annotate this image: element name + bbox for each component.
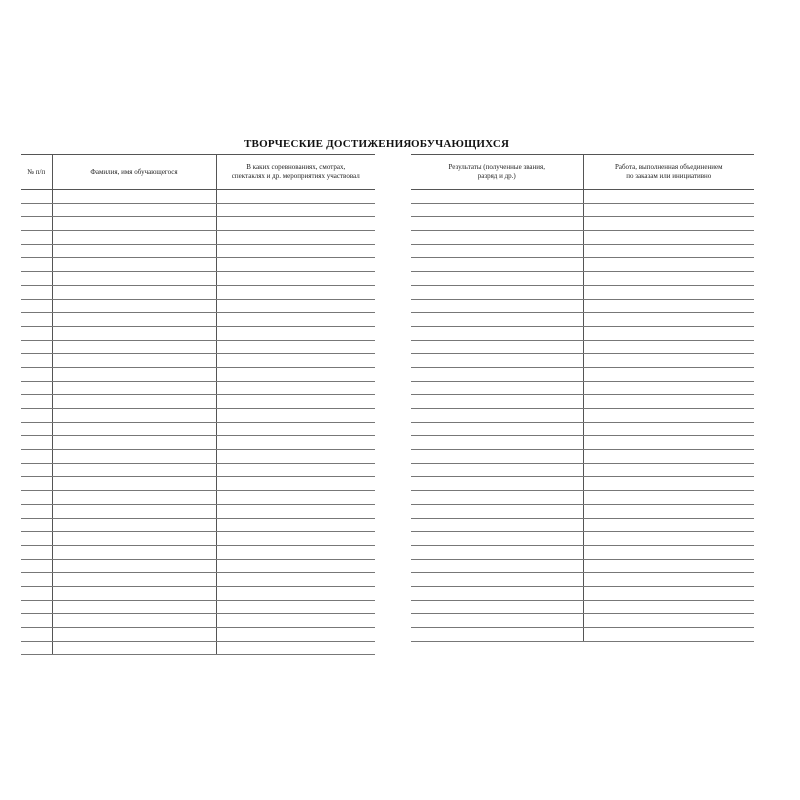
table-cell[interactable]: [216, 367, 375, 381]
table-row: [21, 190, 375, 204]
table-row: [21, 244, 375, 258]
table-cell[interactable]: [583, 436, 754, 450]
table-cell[interactable]: [411, 244, 583, 258]
table-cell[interactable]: [52, 436, 216, 450]
table-cell[interactable]: [583, 203, 754, 217]
table-row: [21, 532, 375, 546]
table-cell[interactable]: [21, 326, 52, 340]
table-cell[interactable]: [583, 600, 754, 614]
table-cell[interactable]: [21, 573, 52, 587]
table-cell[interactable]: [583, 614, 754, 628]
table-cell[interactable]: [411, 395, 583, 409]
table-row: [411, 463, 754, 477]
table-row: [21, 573, 375, 587]
table-cell[interactable]: [583, 217, 754, 231]
table-cell[interactable]: [52, 395, 216, 409]
table-row: [411, 491, 754, 505]
table-row: [411, 217, 754, 231]
table-cell[interactable]: [411, 367, 583, 381]
table-cell[interactable]: [216, 436, 375, 450]
table-cell[interactable]: [583, 559, 754, 573]
table-row: [21, 641, 375, 655]
table-cell[interactable]: [583, 190, 754, 204]
table-row: [411, 326, 754, 340]
table-cell[interactable]: [411, 628, 583, 642]
table-row: [411, 628, 754, 642]
table-cell[interactable]: [583, 285, 754, 299]
right-ledger-table: [411, 154, 754, 642]
table-cell[interactable]: [21, 190, 52, 204]
table-row: [21, 614, 375, 628]
table-cell[interactable]: [216, 217, 375, 231]
table-cell[interactable]: [411, 491, 583, 505]
table-row: [411, 422, 754, 436]
table-cell[interactable]: [21, 313, 52, 327]
table-cell[interactable]: [583, 545, 754, 559]
table-row: [21, 326, 375, 340]
table-row: [21, 422, 375, 436]
table-cell[interactable]: [583, 381, 754, 395]
table-cell[interactable]: [216, 559, 375, 573]
table-cell[interactable]: [52, 272, 216, 286]
table-cell[interactable]: [583, 491, 754, 505]
table-row: [21, 258, 375, 272]
table-row: [411, 299, 754, 313]
page-title-right: ОБУЧАЮЩИХСЯ: [411, 138, 510, 150]
table-cell[interactable]: [216, 409, 375, 423]
table-row: [411, 354, 754, 368]
table-row: [21, 450, 375, 464]
table-cell[interactable]: [583, 231, 754, 245]
table-cell[interactable]: [21, 272, 52, 286]
page-title-left: ТВОРЧЕСКИЕ ДОСТИЖЕНИЯ: [244, 138, 412, 150]
header-results: Результаты (полученные звания, разряд и др.): [411, 155, 583, 190]
table-cell[interactable]: [411, 573, 583, 587]
table-cell[interactable]: [216, 381, 375, 395]
table-row: [21, 299, 375, 313]
right-header-row: [411, 155, 754, 190]
table-cell[interactable]: [52, 491, 216, 505]
table-cell[interactable]: [583, 299, 754, 313]
table-cell[interactable]: [21, 258, 52, 272]
table-row: [411, 600, 754, 614]
table-cell[interactable]: [216, 600, 375, 614]
table-cell[interactable]: [216, 299, 375, 313]
table-cell[interactable]: [411, 381, 583, 395]
table-cell[interactable]: [411, 477, 583, 491]
table-cell[interactable]: [583, 409, 754, 423]
table-cell[interactable]: [583, 244, 754, 258]
table-cell[interactable]: [411, 545, 583, 559]
table-cell[interactable]: [583, 313, 754, 327]
table-cell[interactable]: [21, 409, 52, 423]
table-cell[interactable]: [21, 354, 52, 368]
table-row: [411, 285, 754, 299]
table-row: [21, 381, 375, 395]
table-row: [21, 586, 375, 600]
table-row: [411, 381, 754, 395]
table-cell[interactable]: [21, 203, 52, 217]
table-cell[interactable]: [52, 463, 216, 477]
table-row: [21, 491, 375, 505]
table-cell[interactable]: [52, 628, 216, 642]
table-cell[interactable]: [583, 532, 754, 546]
table-row: [21, 463, 375, 477]
table-cell[interactable]: [216, 463, 375, 477]
table-cell[interactable]: [21, 628, 52, 642]
table-cell[interactable]: [52, 450, 216, 464]
table-cell[interactable]: [216, 258, 375, 272]
table-cell[interactable]: [216, 491, 375, 505]
table-cell[interactable]: [52, 614, 216, 628]
table-cell[interactable]: [52, 285, 216, 299]
table-row: [21, 285, 375, 299]
left-ledger-table: [21, 154, 375, 655]
table-cell[interactable]: [583, 258, 754, 272]
table-cell[interactable]: [583, 573, 754, 587]
table-cell[interactable]: [216, 231, 375, 245]
table-cell[interactable]: [411, 313, 583, 327]
table-cell[interactable]: [583, 422, 754, 436]
table-cell[interactable]: [411, 285, 583, 299]
table-cell[interactable]: [21, 285, 52, 299]
table-cell[interactable]: [216, 313, 375, 327]
table-cell[interactable]: [411, 532, 583, 546]
table-cell[interactable]: [21, 559, 52, 573]
table-row: [21, 600, 375, 614]
table-row: [411, 203, 754, 217]
table-cell[interactable]: [21, 641, 52, 655]
table-cell[interactable]: [21, 381, 52, 395]
table-cell[interactable]: [21, 614, 52, 628]
table-cell[interactable]: [52, 190, 216, 204]
table-cell[interactable]: [216, 614, 375, 628]
table-cell[interactable]: [411, 231, 583, 245]
table-cell[interactable]: [52, 409, 216, 423]
table-cell[interactable]: [411, 217, 583, 231]
table-cell[interactable]: [411, 190, 583, 204]
table-cell[interactable]: [411, 559, 583, 573]
table-cell[interactable]: [583, 477, 754, 491]
table-cell[interactable]: [583, 586, 754, 600]
table-row: [411, 367, 754, 381]
table-cell[interactable]: [52, 231, 216, 245]
table-cell[interactable]: [52, 518, 216, 532]
table-cell[interactable]: [216, 504, 375, 518]
table-cell[interactable]: [216, 190, 375, 204]
table-cell[interactable]: [411, 518, 583, 532]
table-cell[interactable]: [21, 231, 52, 245]
table-cell[interactable]: [411, 409, 583, 423]
table-row: [411, 244, 754, 258]
table-row: [411, 504, 754, 518]
table-cell[interactable]: [583, 367, 754, 381]
table-row: [21, 203, 375, 217]
table-row: [411, 477, 754, 491]
table-row: [411, 409, 754, 423]
table-cell[interactable]: [52, 354, 216, 368]
table-row: [411, 395, 754, 409]
table-cell[interactable]: [21, 340, 52, 354]
table-cell[interactable]: [411, 504, 583, 518]
table-row: [21, 395, 375, 409]
table-cell[interactable]: [583, 518, 754, 532]
table-row: [21, 436, 375, 450]
table-row: [21, 340, 375, 354]
table-cell[interactable]: [21, 504, 52, 518]
table-cell[interactable]: [216, 586, 375, 600]
table-cell[interactable]: [21, 463, 52, 477]
table-cell[interactable]: [216, 354, 375, 368]
table-cell[interactable]: [52, 299, 216, 313]
table-row: [411, 272, 754, 286]
table-row: [411, 190, 754, 204]
table-row: [21, 354, 375, 368]
table-cell[interactable]: [52, 381, 216, 395]
table-row: [411, 559, 754, 573]
header-work-done: Работа, выполненная объединением по заказам или инициативно: [583, 155, 754, 190]
table-row: [411, 532, 754, 546]
table-cell[interactable]: [411, 203, 583, 217]
table-cell[interactable]: [583, 395, 754, 409]
left-header-row: [21, 155, 375, 190]
table-cell[interactable]: [216, 477, 375, 491]
table-row: [411, 586, 754, 600]
table-cell[interactable]: [21, 395, 52, 409]
table-cell[interactable]: [21, 545, 52, 559]
table-row: [21, 559, 375, 573]
table-cell[interactable]: [52, 258, 216, 272]
table-cell[interactable]: [216, 573, 375, 587]
table-cell[interactable]: [216, 450, 375, 464]
table-cell[interactable]: [216, 203, 375, 217]
table-cell[interactable]: [411, 422, 583, 436]
table-row: [411, 313, 754, 327]
table-cell[interactable]: [216, 285, 375, 299]
table-cell[interactable]: [411, 258, 583, 272]
table-cell[interactable]: [583, 340, 754, 354]
table-row: [21, 272, 375, 286]
table-cell[interactable]: [216, 518, 375, 532]
table-cell[interactable]: [21, 586, 52, 600]
table-row: [21, 217, 375, 231]
table-cell[interactable]: [216, 422, 375, 436]
table-row: [21, 518, 375, 532]
table-cell[interactable]: [21, 217, 52, 231]
table-cell[interactable]: [21, 422, 52, 436]
table-row: [21, 477, 375, 491]
table-cell[interactable]: [21, 600, 52, 614]
table-cell[interactable]: [583, 463, 754, 477]
table-row: [411, 258, 754, 272]
table-cell[interactable]: [216, 244, 375, 258]
table-cell[interactable]: [52, 326, 216, 340]
table-cell[interactable]: [216, 272, 375, 286]
table-cell[interactable]: [52, 600, 216, 614]
table-cell[interactable]: [411, 272, 583, 286]
table-cell[interactable]: [411, 463, 583, 477]
table-row: [21, 504, 375, 518]
table-cell[interactable]: [52, 504, 216, 518]
table-row: [411, 545, 754, 559]
header-number: № п/п: [21, 155, 52, 190]
table-cell[interactable]: [411, 450, 583, 464]
header-events: В каких соревнованиях, смотрах, спектаклях и др. мероприятиях участвовал: [216, 155, 375, 190]
table-cell[interactable]: [583, 450, 754, 464]
table-row: [411, 436, 754, 450]
table-cell[interactable]: [21, 450, 52, 464]
table-cell[interactable]: [411, 436, 583, 450]
table-cell[interactable]: [411, 326, 583, 340]
table-cell[interactable]: [52, 532, 216, 546]
table-cell[interactable]: [52, 244, 216, 258]
table-cell[interactable]: [411, 614, 583, 628]
table-cell[interactable]: [52, 217, 216, 231]
table-cell[interactable]: [216, 326, 375, 340]
table-cell[interactable]: [21, 299, 52, 313]
table-cell[interactable]: [583, 354, 754, 368]
table-cell[interactable]: [52, 367, 216, 381]
table-cell[interactable]: [52, 203, 216, 217]
table-cell[interactable]: [411, 600, 583, 614]
table-row: [411, 340, 754, 354]
table-row: [411, 231, 754, 245]
table-cell[interactable]: [411, 354, 583, 368]
table-cell[interactable]: [21, 477, 52, 491]
table-cell[interactable]: [52, 477, 216, 491]
table-cell[interactable]: [21, 532, 52, 546]
table-cell[interactable]: [52, 641, 216, 655]
table-cell[interactable]: [21, 436, 52, 450]
header-student-name: Фамилия, имя обучающегося: [52, 155, 216, 190]
table-row: [21, 545, 375, 559]
table-cell[interactable]: [411, 586, 583, 600]
table-cell[interactable]: [216, 641, 375, 655]
table-row: [21, 367, 375, 381]
table-row: [411, 573, 754, 587]
table-cell[interactable]: [216, 545, 375, 559]
table-cell[interactable]: [52, 313, 216, 327]
table-cell[interactable]: [21, 491, 52, 505]
table-row: [411, 518, 754, 532]
table-row: [21, 409, 375, 423]
table-cell[interactable]: [21, 518, 52, 532]
table-cell[interactable]: [52, 422, 216, 436]
table-cell[interactable]: [52, 573, 216, 587]
table-cell[interactable]: [21, 244, 52, 258]
table-cell[interactable]: [411, 299, 583, 313]
table-row: [21, 628, 375, 642]
table-cell[interactable]: [52, 586, 216, 600]
table-row: [411, 614, 754, 628]
table-cell[interactable]: [216, 628, 375, 642]
table-cell[interactable]: [411, 340, 583, 354]
table-cell[interactable]: [216, 532, 375, 546]
table-cell[interactable]: [216, 340, 375, 354]
table-cell[interactable]: [52, 559, 216, 573]
table-cell[interactable]: [216, 395, 375, 409]
table-cell[interactable]: [583, 272, 754, 286]
table-row: [21, 313, 375, 327]
table-cell[interactable]: [21, 367, 52, 381]
table-cell[interactable]: [52, 340, 216, 354]
table-row: [411, 450, 754, 464]
table-cell[interactable]: [583, 504, 754, 518]
table-row: [21, 231, 375, 245]
table-cell[interactable]: [583, 628, 754, 642]
table-cell[interactable]: [52, 545, 216, 559]
table-cell[interactable]: [583, 326, 754, 340]
